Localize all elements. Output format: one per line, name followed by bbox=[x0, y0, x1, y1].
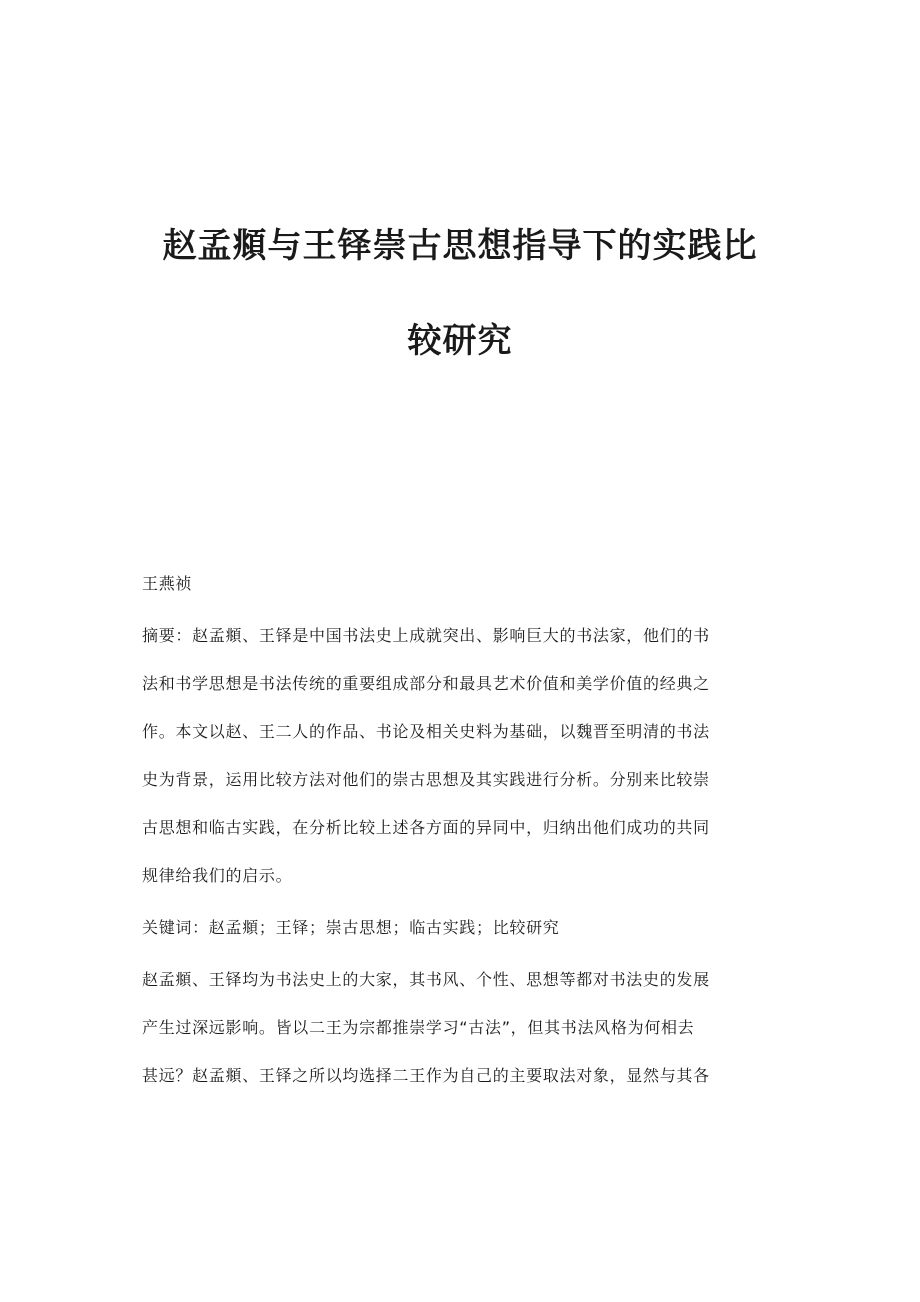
intro-line: 赵孟頫、王铎均为书法史上的大家，其书风、个性、思想等都对书法史的发展 bbox=[142, 970, 710, 989]
abstract-line: 史为背景，运用比较方法对他们的崇古思想及其实践进行分析。分别来比较崇 bbox=[142, 770, 710, 789]
document-title-line-2: 较研究 bbox=[407, 321, 513, 361]
document-title-line-1: 赵孟頫与王铎崇古思想指导下的实践比 bbox=[162, 226, 758, 266]
intro-line: 甚远？赵孟頫、王铎之所以均选择二王作为自己的主要取法对象，显然与其各 bbox=[142, 1066, 710, 1085]
keywords-line: 关键词：赵孟頫；王铎；崇古思想；临古实践；比较研究 bbox=[142, 918, 560, 937]
abstract-line: 古思想和临古实践，在分析比较上述各方面的异同中，归纳出他们成功的共同 bbox=[142, 818, 710, 837]
abstract-line: 摘要：赵孟頫、王铎是中国书法史上成就突出、影响巨大的书法家，他们的书 bbox=[142, 626, 710, 645]
abstract-paragraph bbox=[142, 612, 772, 900]
intro-paragraph bbox=[142, 956, 772, 1100]
author-name: 王燕祯 bbox=[142, 574, 193, 593]
intro-line: 产生过深远影响。皆以二王为宗都推崇学习“古法”，但其书法风格为何相去 bbox=[142, 1018, 695, 1037]
abstract-line: 规律给我们的启示。 bbox=[142, 866, 293, 885]
abstract-line: 法和书学思想是书法传统的重要组成部分和最具艺术价值和美学价值的经典之 bbox=[142, 674, 710, 693]
abstract-line: 作。本文以赵、王二人的作品、书论及相关史料为基础，以魏晋至明清的书法 bbox=[142, 722, 710, 741]
